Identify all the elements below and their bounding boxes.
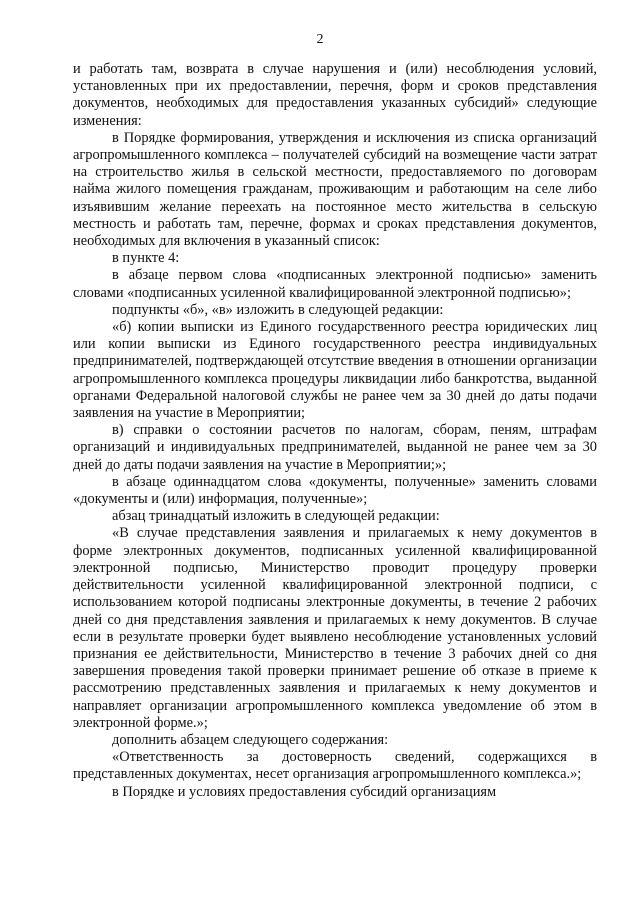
paragraph-3: в пункте 4: [112,250,180,267]
paragraph-11: дополнить абзацем следующего содержания: [112,731,389,748]
paragraph-10: «В случае представления заявления и прилагаемых к нему документов в форме электронных документов, подписанных усиленной квалифицированной электронной подписью, Министерство проводит процедуру проверки действительности усиленной квалифицированной электронной подписи, с использованием которой подписаны электронные документы, в течение 2 рабочих дней со дня представления заявления и прилагаемых к нему документов. В случае если в результате проверки будет выявлено несоблюдение установленных условий признания ее действительности, Министерство в течение 3 рабочих дней со дня завершения проведения такой проверки принимает решение об отказе в приеме к рассмотрению представленных заявления и прилагаемых к нему документов и направляет организации агропромышленного комплекса уведомление об этом в электронной форме.»; [73,525,597,731]
paragraph-13: в Порядке и условиях предоставления субсидий организациям [112,783,497,800]
paragraph-5: подпункты «б», «в» изложить в следующей редакции: [112,301,444,318]
paragraph-6: «б) копии выписки из Единого государственного реестра юридических лиц или копии выписки из Единого государственного реестра индивидуальных предпринимателей, подтверждающей отсутствие введения в отношении организации агропромышленного комплекса процедуры ликвидации либо банкротства, выданной органами Федеральной налоговой службы не ранее чем за 30 дней до даты подачи заявления на участие в Мероприятии; [73,319,597,422]
paragraph-1: и работать там, возврата в случае нарушения и (или) несоблюдения условий, установленных при их предоставлении, перечня, форм и сроков представления документов, необходимых для предоставления указанных субсидий» следующие изменения: [73,61,597,129]
paragraph-4: в абзаце первом слова «подписанных электронной подписью» заменить словами «подписанных усиленной квалифицированной электронной подписью»; [73,267,597,301]
paragraph-12: «Ответственность за достоверность сведений, содержащихся в представленных документах, несет организация агропромышленного комплекса.»; [73,749,597,783]
document-body [73,61,597,801]
paragraph-8: в абзаце одиннадцатом слова «документы, полученные» заменить словами «документы и (или) информация, полученные»; [73,473,597,508]
paragraph-7: в) справки о состоянии расчетов по налогам, сборам, пеням, штрафам организаций и индивидуальных предпринимателей, выданной не ранее чем за 30 дней до даты подачи заявления на участие в Мероприятии;»; [73,422,597,473]
paragraph-2: в Порядке формирования, утверждения и исключения из списка организаций агропромышленного комплекса – получателей субсидий на возмещение части затрат на строительство жилья в сельской местности, предоставляемого по договорам найма жилого помещения гражданам, проживающим и работающим на селе либо изъявившим желание переехать на постоянное место жительства в сельскую местность и работать там, перечне, формах и сроках представления документов, необходимых для включения в указанный список: [73,129,597,250]
page-number: 2 [316,32,324,47]
paragraph-9: абзац тринадцатый изложить в следующей редакции: [112,508,440,525]
